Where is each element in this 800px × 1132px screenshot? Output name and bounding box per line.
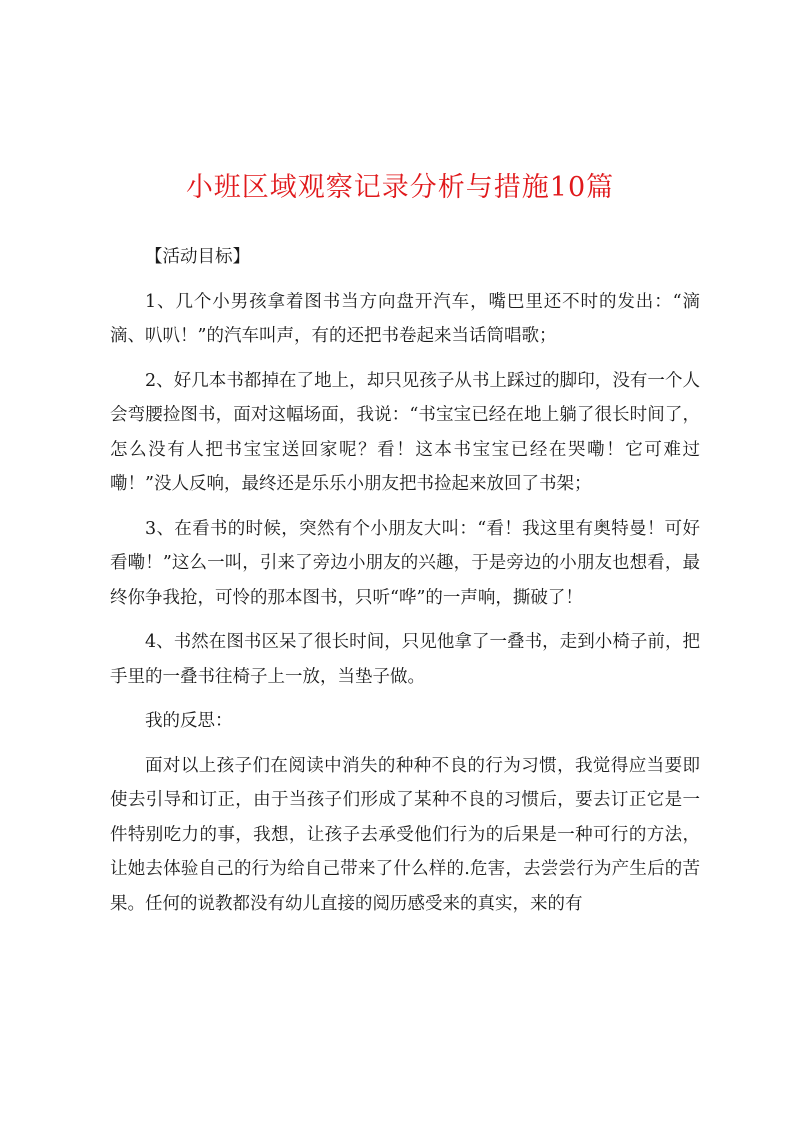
paragraph-observation-1: 1、几个小男孩拿着图书当方向盘开汽车，嘴巴里还不时的发出：“滴滴、叭叭！”的汽车叫声，有的还把书卷起来当话筒唱歌； bbox=[110, 291, 700, 346]
paragraph-observation-4: 4、书然在图书区呆了很长时间，只见他拿了一叠书，走到小椅子前，把手里的一叠书往椅子上一放，当垫子做。 bbox=[110, 632, 700, 687]
paragraph-observation-2: 2、好几本书都掉在了地上，却只见孩子从书上踩过的脚印，没有一个人会弯腰捡图书，面对这幅场面，我说：“书宝宝已经在地上躺了很长时间了，怎么没有人把书宝宝送回家呢？看！这本书宝宝已经在哭嘞！它可难过嘞！”没人反响，最终还是乐乐小朋友把书捡起来放回了书架； bbox=[110, 370, 700, 494]
document-title: 小班区域观察记录分析与措施10篇 bbox=[185, 172, 615, 203]
section-heading-reflection: 我的反思： bbox=[145, 711, 233, 731]
section-heading-activity-goals: 【活动目标】 bbox=[145, 247, 250, 267]
paragraph-observation-3: 3、在看书的时候，突然有个小朋友大叫：“看！我这里有奥特曼！可好看嘞！”这么一叫，引来了旁边小朋友的兴趣，于是旁边的小朋友也想看，最终你争我抢，可怜的那本图书，只听“哗”的一声响，撕破了！ bbox=[110, 518, 700, 608]
paragraph-reflection: 面对以上孩子们在阅读中消失的种种不良的行为习惯，我觉得应当要即使去引导和订正，由于当孩子们形成了某种不良的习惯后，要去订正它是一件特别吃力的事，我想，让孩子去承受他们行为的后果是一种可行的方法，让她去体验自己的行为给自己带来了什么样的.危害，去尝尝行为产生后的苦果。任何的说教都没有幼儿直接的阅历感受来的真实，来的有 bbox=[110, 755, 700, 914]
document-body bbox=[110, 240, 700, 921]
